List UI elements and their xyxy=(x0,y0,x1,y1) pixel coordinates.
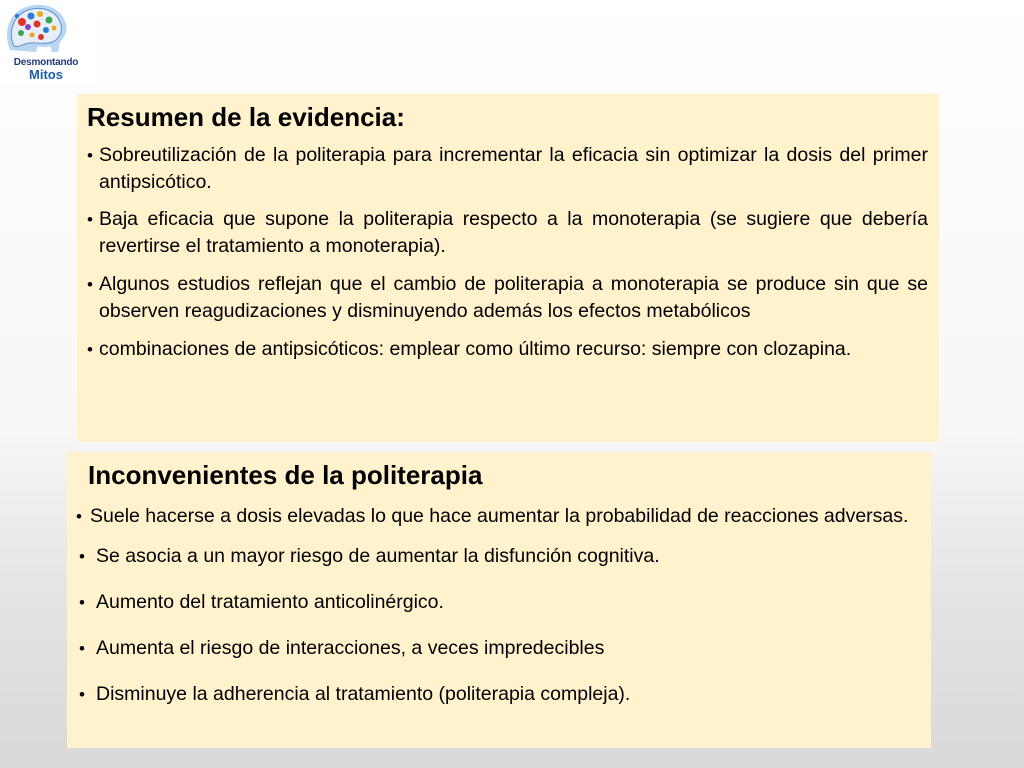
drawbacks-list xyxy=(76,503,921,708)
bullet-icon: • xyxy=(79,685,85,704)
logo xyxy=(0,0,92,84)
drawback-item-text: Suele hacerse a dosis elevadas lo que hace aumentar la probabilidad de reacciones adversas. xyxy=(90,505,909,527)
drawback-item-text: Se asocia a un mayor riesgo de aumentar la disfunción cognitiva. xyxy=(96,545,660,567)
evidence-item xyxy=(87,336,928,363)
evidence-item xyxy=(87,142,928,196)
evidence-list xyxy=(87,142,928,363)
bullet-icon: • xyxy=(87,210,93,229)
logo-text-desmontando: Desmontando xyxy=(13,57,79,68)
drawback-item xyxy=(76,681,921,708)
drawbacks-title: Inconvenientes de la politerapia xyxy=(88,460,483,490)
drawback-item xyxy=(76,503,921,530)
evidence-item xyxy=(87,206,928,260)
drawback-item-text: Aumenta el riesgo de interacciones, a veces impredecibles xyxy=(96,637,605,659)
evidence-summary-panel xyxy=(77,94,939,442)
drawback-item-text: Disminuye la adherencia al tratamiento (politerapia compleja). xyxy=(96,683,631,705)
drawback-item xyxy=(76,543,921,570)
bullet-icon: • xyxy=(79,593,85,612)
evidence-item-text: Baja eficacia que supone la politerapia respecto a la monoterapia (se sugiere que debería revertirse el tratamiento a monoterapia). xyxy=(99,208,928,257)
bullet-icon: • xyxy=(87,275,93,294)
bullet-icon: • xyxy=(76,507,82,526)
drawbacks-panel xyxy=(67,452,931,748)
bullet-icon: • xyxy=(87,340,93,359)
bullet-icon: • xyxy=(79,547,85,566)
evidence-item-text: combinaciones de antipsicóticos: emplear como último recurso: siempre con clozapina. xyxy=(99,338,852,360)
bullet-icon: • xyxy=(79,639,85,658)
bullet-icon: • xyxy=(87,146,93,165)
drawback-item xyxy=(76,589,921,616)
evidence-item xyxy=(87,271,928,325)
evidence-item-text: Algunos estudios reflejan que el cambio de politerapia a monoterapia se produce sin que se observen reagudizaciones y disminuyendo además los efectos metabólicos xyxy=(99,273,928,322)
drawback-item-text: Aumento del tratamiento anticolinérgico. xyxy=(96,591,444,613)
evidence-item-text: Sobreutilización de la politerapia para incrementar la eficacia sin optimizar la dosis del primer antipsicótico. xyxy=(99,144,928,193)
brain-head-icon xyxy=(0,0,92,60)
drawback-item xyxy=(76,635,921,662)
evidence-summary-title: Resumen de la evidencia: xyxy=(87,102,405,132)
logo-text-mitos: Mitos xyxy=(29,67,63,82)
